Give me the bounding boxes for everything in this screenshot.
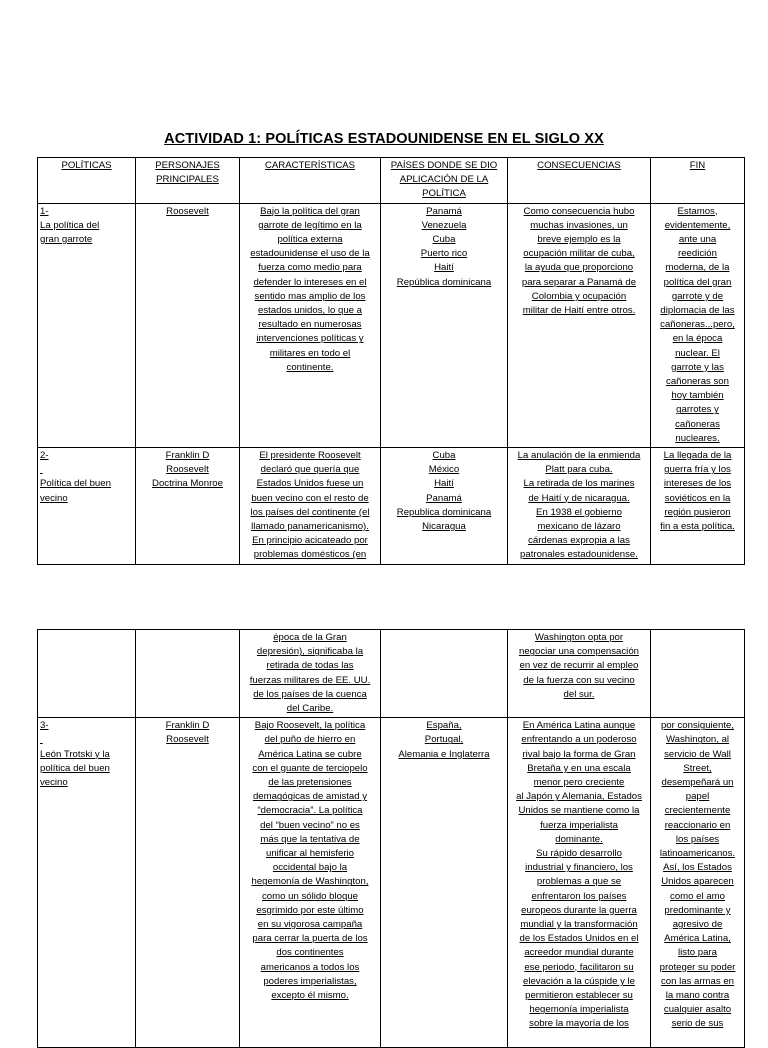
cell-line: Republica dominicana <box>396 506 492 518</box>
cell-line: Bajo la política del gran <box>260 205 360 217</box>
cell-line: depresión), significaba la <box>256 646 364 658</box>
cell-line: esgrimido por este último <box>256 904 364 916</box>
header-caracteristicas <box>240 158 381 204</box>
cell-line: enfrentaron los países <box>531 890 627 902</box>
cell-line: fin a esta política. <box>660 521 735 533</box>
cell-line: FIN <box>689 160 706 171</box>
cell-line: americanos a todos los <box>260 961 360 973</box>
cell-line: dos continentes <box>276 947 344 959</box>
cell-line: retirada de todas las <box>266 660 354 672</box>
row1-consecuencias <box>508 203 651 447</box>
cell-line: intervenciones políticas y <box>256 333 364 345</box>
table-row <box>38 448 745 565</box>
cell-line: más que la tentativa de <box>260 833 360 845</box>
cell-line: Venezuela <box>421 219 467 231</box>
cell-line: APLICACIÓN DE LA <box>399 174 489 186</box>
cell-line: nuclear. El <box>675 347 720 359</box>
cell-line: “democracia”. La política <box>257 805 363 817</box>
cell-line: vecino <box>40 492 68 504</box>
header-politicas <box>38 158 136 204</box>
cell-line: del “buen vecino” no es <box>260 819 360 831</box>
cell-line: Bajo Roosevelt, la política <box>254 720 366 732</box>
cell-line: permitieron establecer su <box>525 990 633 1002</box>
cell-line: Nicaragua <box>422 521 466 533</box>
cell-line: elevación a la cúspide y le <box>523 975 635 987</box>
cell-line: Unidos aparecen <box>661 876 734 888</box>
cell-line: declaró que quería que <box>260 464 360 476</box>
cell-line: hegemonía de Washington, <box>251 876 369 888</box>
cell-line: muchas invasiones, un <box>530 219 628 231</box>
cell-line: como un sólido bloque <box>261 890 358 902</box>
cell-line: diplomacia de las <box>660 305 735 317</box>
cell-line: CARACTERÍSTICAS <box>264 160 356 171</box>
table-row <box>38 630 745 718</box>
cell-line: industrial y financiero, los <box>525 862 633 874</box>
cell-line: política del buen <box>40 762 110 774</box>
cell-line: América Latina se cubre <box>258 748 362 760</box>
cell-line: fuerza imperialista <box>540 819 618 831</box>
cell-line: guerra fría y los <box>664 464 731 476</box>
cell-line: del Caribe. <box>286 703 334 715</box>
cell-line: de Haití y de nicaragua. <box>528 492 630 504</box>
cell-line: soviéticos en la <box>664 492 731 504</box>
cell-line: vecino <box>40 777 68 789</box>
cell-line: crecientemente <box>664 805 731 817</box>
cell-line: de las pretensiones <box>268 777 352 789</box>
header-personajes <box>136 158 240 204</box>
cell-line: patronales estadounidense. <box>520 549 638 561</box>
cell-line: hoy también <box>671 390 724 402</box>
cell-line: cañoneras son <box>666 376 729 388</box>
cell-line: por consiguiente, <box>660 720 735 732</box>
row2-cont-fin <box>651 630 745 718</box>
cell-line: garrotes y <box>676 404 719 416</box>
cell-line: Su rápido desarrollo <box>536 848 622 860</box>
cell-line: de la fuerza con su vecino <box>523 674 635 686</box>
cell-line: predominante y <box>664 904 731 916</box>
cell-line: reedición <box>678 248 717 260</box>
cell-line: defender lo intereses en el <box>253 276 367 288</box>
cell-line: Platt para cuba. <box>545 464 613 476</box>
cell-line: servicio de Wall <box>664 748 731 760</box>
row2-paises <box>381 448 508 565</box>
row1-fin <box>651 203 745 447</box>
cell-line: los países del continente (el <box>250 506 370 518</box>
cell-line: agresivo de <box>672 919 723 931</box>
cell-line: proteger su poder <box>659 961 736 973</box>
cell-line: excepto él mismo. <box>271 990 349 1002</box>
cell-line: En América Latina aunque <box>522 720 636 732</box>
cell-line: mexicano de lázaro <box>537 521 621 533</box>
row2-consecuencias <box>508 448 651 565</box>
cell-line: continente. <box>286 361 334 373</box>
cell-line: Washington opta por <box>534 632 624 643</box>
cell-line: Franklin D <box>165 720 210 732</box>
cell-line: Roosevelt <box>166 734 209 746</box>
cell-line: de los Estados Unidos en el <box>519 933 639 945</box>
cell-line: del puño de hierro en <box>264 734 356 746</box>
cell-line: militares en todo el <box>269 347 351 359</box>
cell-line: Como consecuencia hubo <box>523 205 635 217</box>
cell-line: Estados Unidos fuese un <box>256 478 364 490</box>
row2-cont-personajes <box>136 630 240 718</box>
cell-line: garrote y de <box>671 290 724 302</box>
cell-line: cañoneras...pero, <box>660 319 735 331</box>
cell-line: política del gran <box>663 276 732 288</box>
cell-line: rival bajo la forma de Gran <box>522 748 636 760</box>
header-row <box>38 158 745 204</box>
cell-line: serio de sus <box>671 1018 724 1030</box>
cell-line: intereses de los <box>663 478 732 490</box>
cell-line: política externa <box>277 234 343 246</box>
cell-line: para separar a Panamá de <box>521 276 637 288</box>
cell-line: Estamos, <box>677 205 718 217</box>
cell-line: La política del <box>40 219 100 231</box>
cell-line: con el guante de terciopelo <box>252 762 368 774</box>
cell-line: nucleares. <box>675 432 720 444</box>
cell-line: Portugal, <box>424 734 464 746</box>
header-fin <box>651 158 745 204</box>
cell-line: ese periodo, facilitaron su <box>524 961 634 973</box>
cell-line: cárdenas expropia a las <box>528 535 630 547</box>
cell-line: Cuba <box>432 234 456 246</box>
cell-line: problemas a que se <box>536 876 622 888</box>
cell-line: enfrentando a un poderoso <box>521 734 637 746</box>
cell-line: en su vigorosa campaña <box>257 919 363 931</box>
cell-line: acreedor mundial durante <box>524 947 634 959</box>
cell-line: moderna, de la <box>665 262 730 274</box>
table-row <box>38 718 745 1048</box>
cell-line: Haití <box>434 478 454 490</box>
row3-paises <box>381 718 508 1048</box>
row2-politica <box>38 448 136 565</box>
row2-cont-paises <box>381 630 508 718</box>
cell-line: Washington, al <box>665 734 730 746</box>
row1-personajes <box>136 203 240 447</box>
row1-paises <box>381 203 508 447</box>
cell-line: La retirada de los marines <box>523 478 635 490</box>
cell-line: del sur. <box>563 688 595 700</box>
row2-cont-caracteristicas <box>240 630 381 718</box>
cell-line: papel <box>685 791 710 803</box>
cell-line: los países <box>675 833 720 845</box>
cell-line: Así, los Estados <box>663 862 732 874</box>
cell-line: resultado en numerosas <box>258 319 362 331</box>
row2-personajes <box>136 448 240 565</box>
cell-line: menor pero creciente <box>533 777 625 789</box>
cell-line: Panamá <box>426 205 462 217</box>
cell-line <box>40 733 133 747</box>
cell-line: PERSONAJES <box>155 160 220 171</box>
cell-line: PRINCIPALES <box>156 174 219 186</box>
cell-line: para cerrar la puerta de los <box>252 933 368 945</box>
cell-line: La anulación de la enmienda <box>517 450 641 462</box>
cell-line: con las armas en <box>660 975 735 987</box>
cell-line: poderes imperialistas, <box>263 975 357 987</box>
cell-line: la ayuda que proporciono <box>524 262 634 274</box>
cell-line: La llegada de la <box>663 450 732 462</box>
cell-line: ocupación militar de cuba, <box>523 248 635 260</box>
cell-line: 3- <box>40 720 49 732</box>
cell-line: unificar al hemisferio <box>266 848 354 860</box>
row2-caracteristicas <box>240 448 381 565</box>
cell-line: militar de Haití entre otros. <box>522 305 636 317</box>
cell-line: 2- <box>40 450 49 462</box>
cell-line: en la época <box>672 333 723 345</box>
cell-line: Street, <box>683 762 712 774</box>
cell-line: POLÍTICAS <box>61 160 112 171</box>
row2-cont-politica <box>38 630 136 718</box>
cell-line: occidental bajo la <box>272 862 348 874</box>
cell-line: PAÍSES DONDE SE DIO <box>390 160 498 171</box>
cell-line: POLÍTICA <box>422 188 466 200</box>
cell-line: Unidos se mantiene como la <box>518 805 640 817</box>
header-consecuencias <box>508 158 651 204</box>
row1-politica <box>38 203 136 447</box>
page-title: ACTIVIDAD 1: POLÍTICAS ESTADOUNIDENSE EN EL SIGLO XX <box>164 131 604 147</box>
row2-cont-consecuencias <box>508 630 651 718</box>
cell-line: Bretaña y en una escala <box>527 762 631 774</box>
row3-fin <box>651 718 745 1048</box>
cell-line: Panamá <box>426 492 462 504</box>
cell-line: estados unidos, lo que a <box>257 305 362 317</box>
cell-line: América Latina, <box>664 933 731 945</box>
header-paises <box>381 158 508 204</box>
cell-line: CONSECUENCIAS <box>537 160 621 171</box>
cell-line: Haití <box>434 262 454 274</box>
policies-table <box>37 157 745 565</box>
cell-line: de los países de la cuenca <box>253 688 367 700</box>
cell-line: breve ejemplo es la <box>537 234 621 246</box>
cell-line: reaccionario en <box>664 819 731 831</box>
row3-caracteristicas <box>240 718 381 1048</box>
cell-line: fuerza como medio para <box>258 262 362 274</box>
cell-line: España, <box>426 720 462 732</box>
cell-line: cualquier asalto <box>663 1004 732 1016</box>
row3-personajes <box>136 718 240 1048</box>
cell-line: listo para <box>678 947 717 959</box>
cell-line: desempeñará un <box>661 777 734 789</box>
cell-line: El presidente Roosevelt <box>259 450 361 462</box>
cell-line: Colombia y ocupación <box>531 290 627 302</box>
cell-line <box>40 463 133 477</box>
cell-line: garrote y las <box>671 361 724 373</box>
cell-line: República dominicana <box>396 276 492 288</box>
cell-line: sobre la mayoría de los <box>529 1018 629 1030</box>
cell-line: buen vecino con el resto de <box>251 492 369 504</box>
cell-line: ante una <box>678 234 717 246</box>
cell-line: México <box>428 464 460 476</box>
cell-line: garrote de legítimo en la <box>258 219 362 231</box>
table-row <box>38 203 745 447</box>
cell-line: negociar una compensación <box>518 646 639 658</box>
cell-line: evidentemente, <box>664 219 731 231</box>
row3-consecuencias <box>508 718 651 1048</box>
cell-line: región pusieron <box>664 506 731 518</box>
cell-line: llamado panamericanismo). <box>251 521 369 533</box>
row3-politica <box>38 718 136 1048</box>
cell-line: León Trotski y la <box>40 748 110 760</box>
cell-line: la mano contra <box>665 990 730 1002</box>
cell-line: gran garrote <box>40 234 93 246</box>
cell-line: Doctrina Monroe <box>152 478 223 490</box>
cell-line: sentido mas amplio de los <box>254 290 366 302</box>
cell-line: dominante. <box>555 833 603 845</box>
cell-line: latinoamericanos. <box>659 848 736 860</box>
cell-line: problemas domésticos (en <box>253 549 367 561</box>
cell-line: En principio acicateado por <box>252 535 368 547</box>
cell-line: Alemania e Inglaterra <box>398 748 490 760</box>
cell-line: época de la Gran <box>273 632 347 643</box>
cell-line: Roosevelt <box>166 464 209 476</box>
cell-line: hegemonía imperialista <box>529 1004 629 1016</box>
cell-line: 1- <box>40 205 49 217</box>
cell-line: estadounidense el uso de la <box>250 248 370 260</box>
cell-line: Roosevelt <box>166 205 209 217</box>
cell-line: demagógicas de amistad y <box>252 791 368 803</box>
cell-line: como el amo <box>670 890 725 902</box>
policies-table-continued <box>37 629 745 1048</box>
cell-line: Franklin D <box>165 450 210 462</box>
cell-line: fuerzas militares de EE. UU. <box>249 674 371 686</box>
cell-line: Puerto rico <box>420 248 468 260</box>
cell-line: en vez de recurrir al empleo <box>519 660 639 672</box>
cell-line: cañoneras <box>675 418 720 430</box>
cell-line: mundial y la transformación <box>520 919 638 931</box>
cell-line: al Japón y Alemania, Estados <box>516 791 642 803</box>
row1-caracteristicas <box>240 203 381 447</box>
row2-fin <box>651 448 745 565</box>
cell-line: Política del buen <box>40 478 111 490</box>
cell-line: Cuba <box>432 450 456 462</box>
cell-line: En 1938 el gobierno <box>536 506 622 518</box>
cell-line: europeos durante la guerra <box>521 904 637 916</box>
